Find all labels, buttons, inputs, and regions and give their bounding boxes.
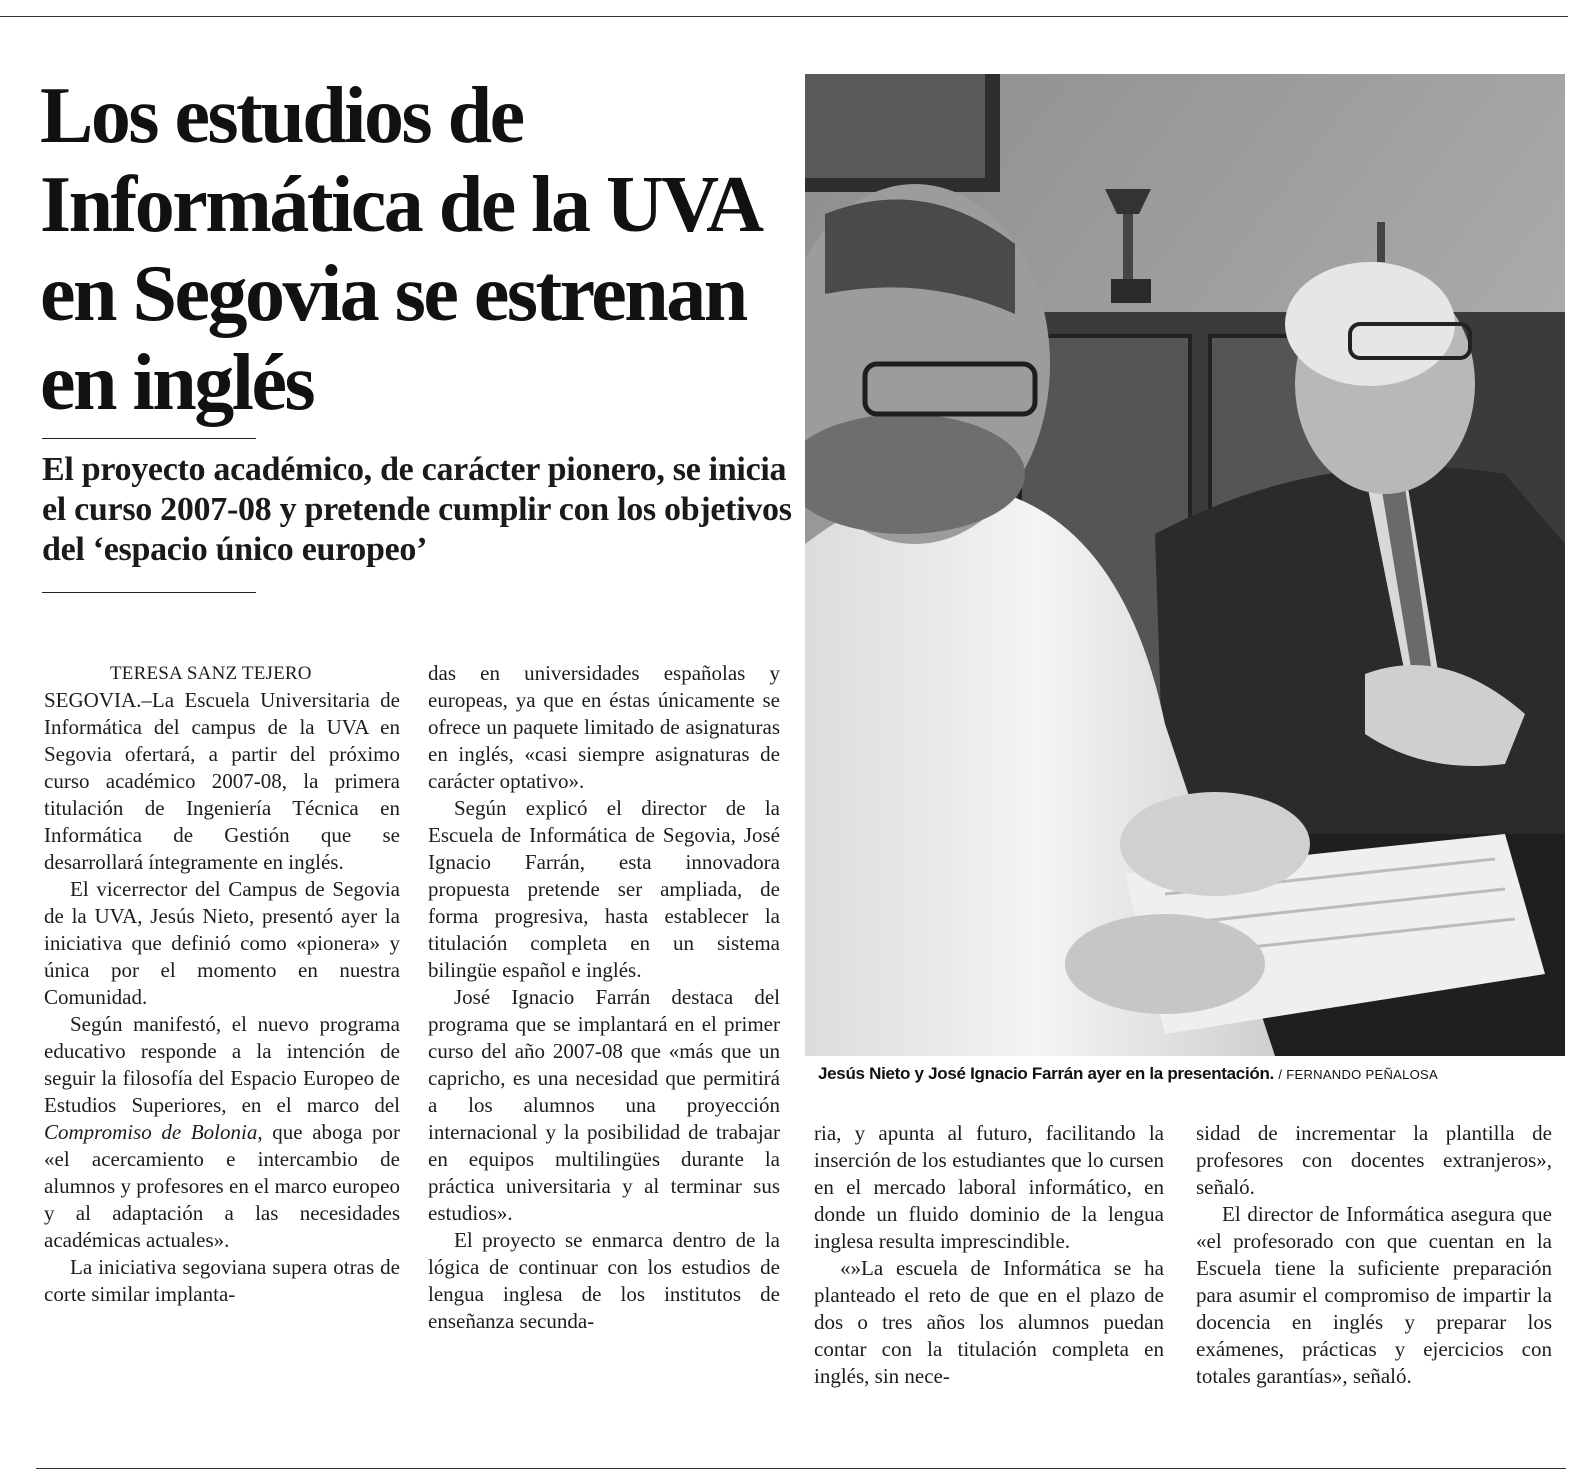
photo-caption: [818, 1064, 1566, 1085]
subhead-rule-top: [42, 438, 256, 439]
paragraph: «»La escuela de Informática se ha planteado el reto de que en el plazo de dos o tres años los alumnos puedan contar con la titulación completa en inglés, sin nece-: [814, 1256, 1164, 1388]
paragraph: El vicerrector del Campus de Segovia de la UVA, Jesús Nieto, presentó ayer la iniciativa que definió como «pionera» y única por el momento en nuestra Comunidad.: [44, 877, 400, 1009]
paragraph: Según explicó el director de la Escuela de Informática de Segovia, José Ignacio Farrán, esta innovadora propuesta pretende ser ampliada, de forma progresiva, hasta establecer la titulación completa en un sistema bilingüe español e inglés.: [428, 796, 780, 982]
subheadline: El proyecto académico, de carácter pionero, se inicia el curso 2007-08 y pretende cumplir con los objetivos del ‘espacio único europeo’: [42, 451, 792, 568]
paragraph: sidad de incrementar la plantilla de profesores con docentes extranjeros», señaló.: [1196, 1121, 1552, 1199]
article-column-4: [1196, 1120, 1552, 1390]
top-rule: [0, 16, 1568, 17]
paragraph: ria, y apunta al futuro, facilitando la inserción de los estudiantes que lo cursen en el mercado laboral informático, en donde un fluido dominio de la lengua inglesa resulta imprescindible.: [814, 1121, 1164, 1253]
caption-text: Jesús Nieto y José Ignacio Farrán ayer en la presentación.: [818, 1064, 1274, 1083]
paragraph: El proyecto se enmarca dentro de la lógica de continuar con los estudios de lengua inglesa de los institutos de enseñanza secunda-: [428, 1228, 780, 1333]
article-column-2: [428, 660, 780, 1335]
article-column-3: [814, 1120, 1164, 1390]
paragraph: José Ignacio Farrán destaca del programa que se implantará en el primer curso del año 2007-08 que «más que un capricho, es una necesidad que permitirá a los alumnos una proyección internacional y la posibilidad de trabajar en equipos multilingües durante la práctica universitaria y al terminar sus estudios».: [428, 985, 780, 1225]
bottom-rule: [36, 1468, 1566, 1469]
subhead-rule-bottom: [42, 592, 256, 593]
paragraph: El director de Informática asegura que «el profesorado con que cuentan en la Escuela tiene la suficiente preparación para asumir el compromiso de impartir la docencia en inglés y preparar los exámenes, prácticas y ejercicios con totales garantías», señaló.: [1196, 1202, 1552, 1388]
paragraph: das en universidades españolas y europeas, ya que en éstas únicamente se ofrece un paquete limitado de asignaturas en inglés, «casi siempre asignaturas de carácter optativo».: [428, 661, 780, 793]
headline: Los estudios de Informática de la UVA en Segovia se estrenan en inglés: [40, 72, 758, 427]
paragraph: La iniciativa segoviana supera otras de corte similar implanta-: [44, 1255, 400, 1306]
photo-illustration: [805, 74, 1565, 1056]
article-column-1: [44, 660, 400, 1308]
byline: TERESA SANZ TEJERO: [110, 663, 312, 684]
paragraph: Según manifestó, el nuevo programa educativo responde a la intención de seguir la filosofía del Espacio Europeo de Estudios Superiores, en el marco del Compromiso de Bolonia, que aboga por «el acercamiento e intercambio de alumnos y profesores en el marco europeo y al adaptación a las necesidades académicas actuales».: [44, 1012, 400, 1252]
photo-credit: / FERNANDO PEÑALOSA: [1278, 1067, 1438, 1082]
paragraph: SEGOVIA.–La Escuela Universitaria de Informática del campus de la UVA en Segovia ofertará, a partir del próximo curso académico 2007-08, la primera titulación de Ingeniería Técnica en Informática de Gestión que se desarrollará íntegramente en inglés.: [44, 688, 400, 874]
article-photo: [805, 74, 1565, 1056]
